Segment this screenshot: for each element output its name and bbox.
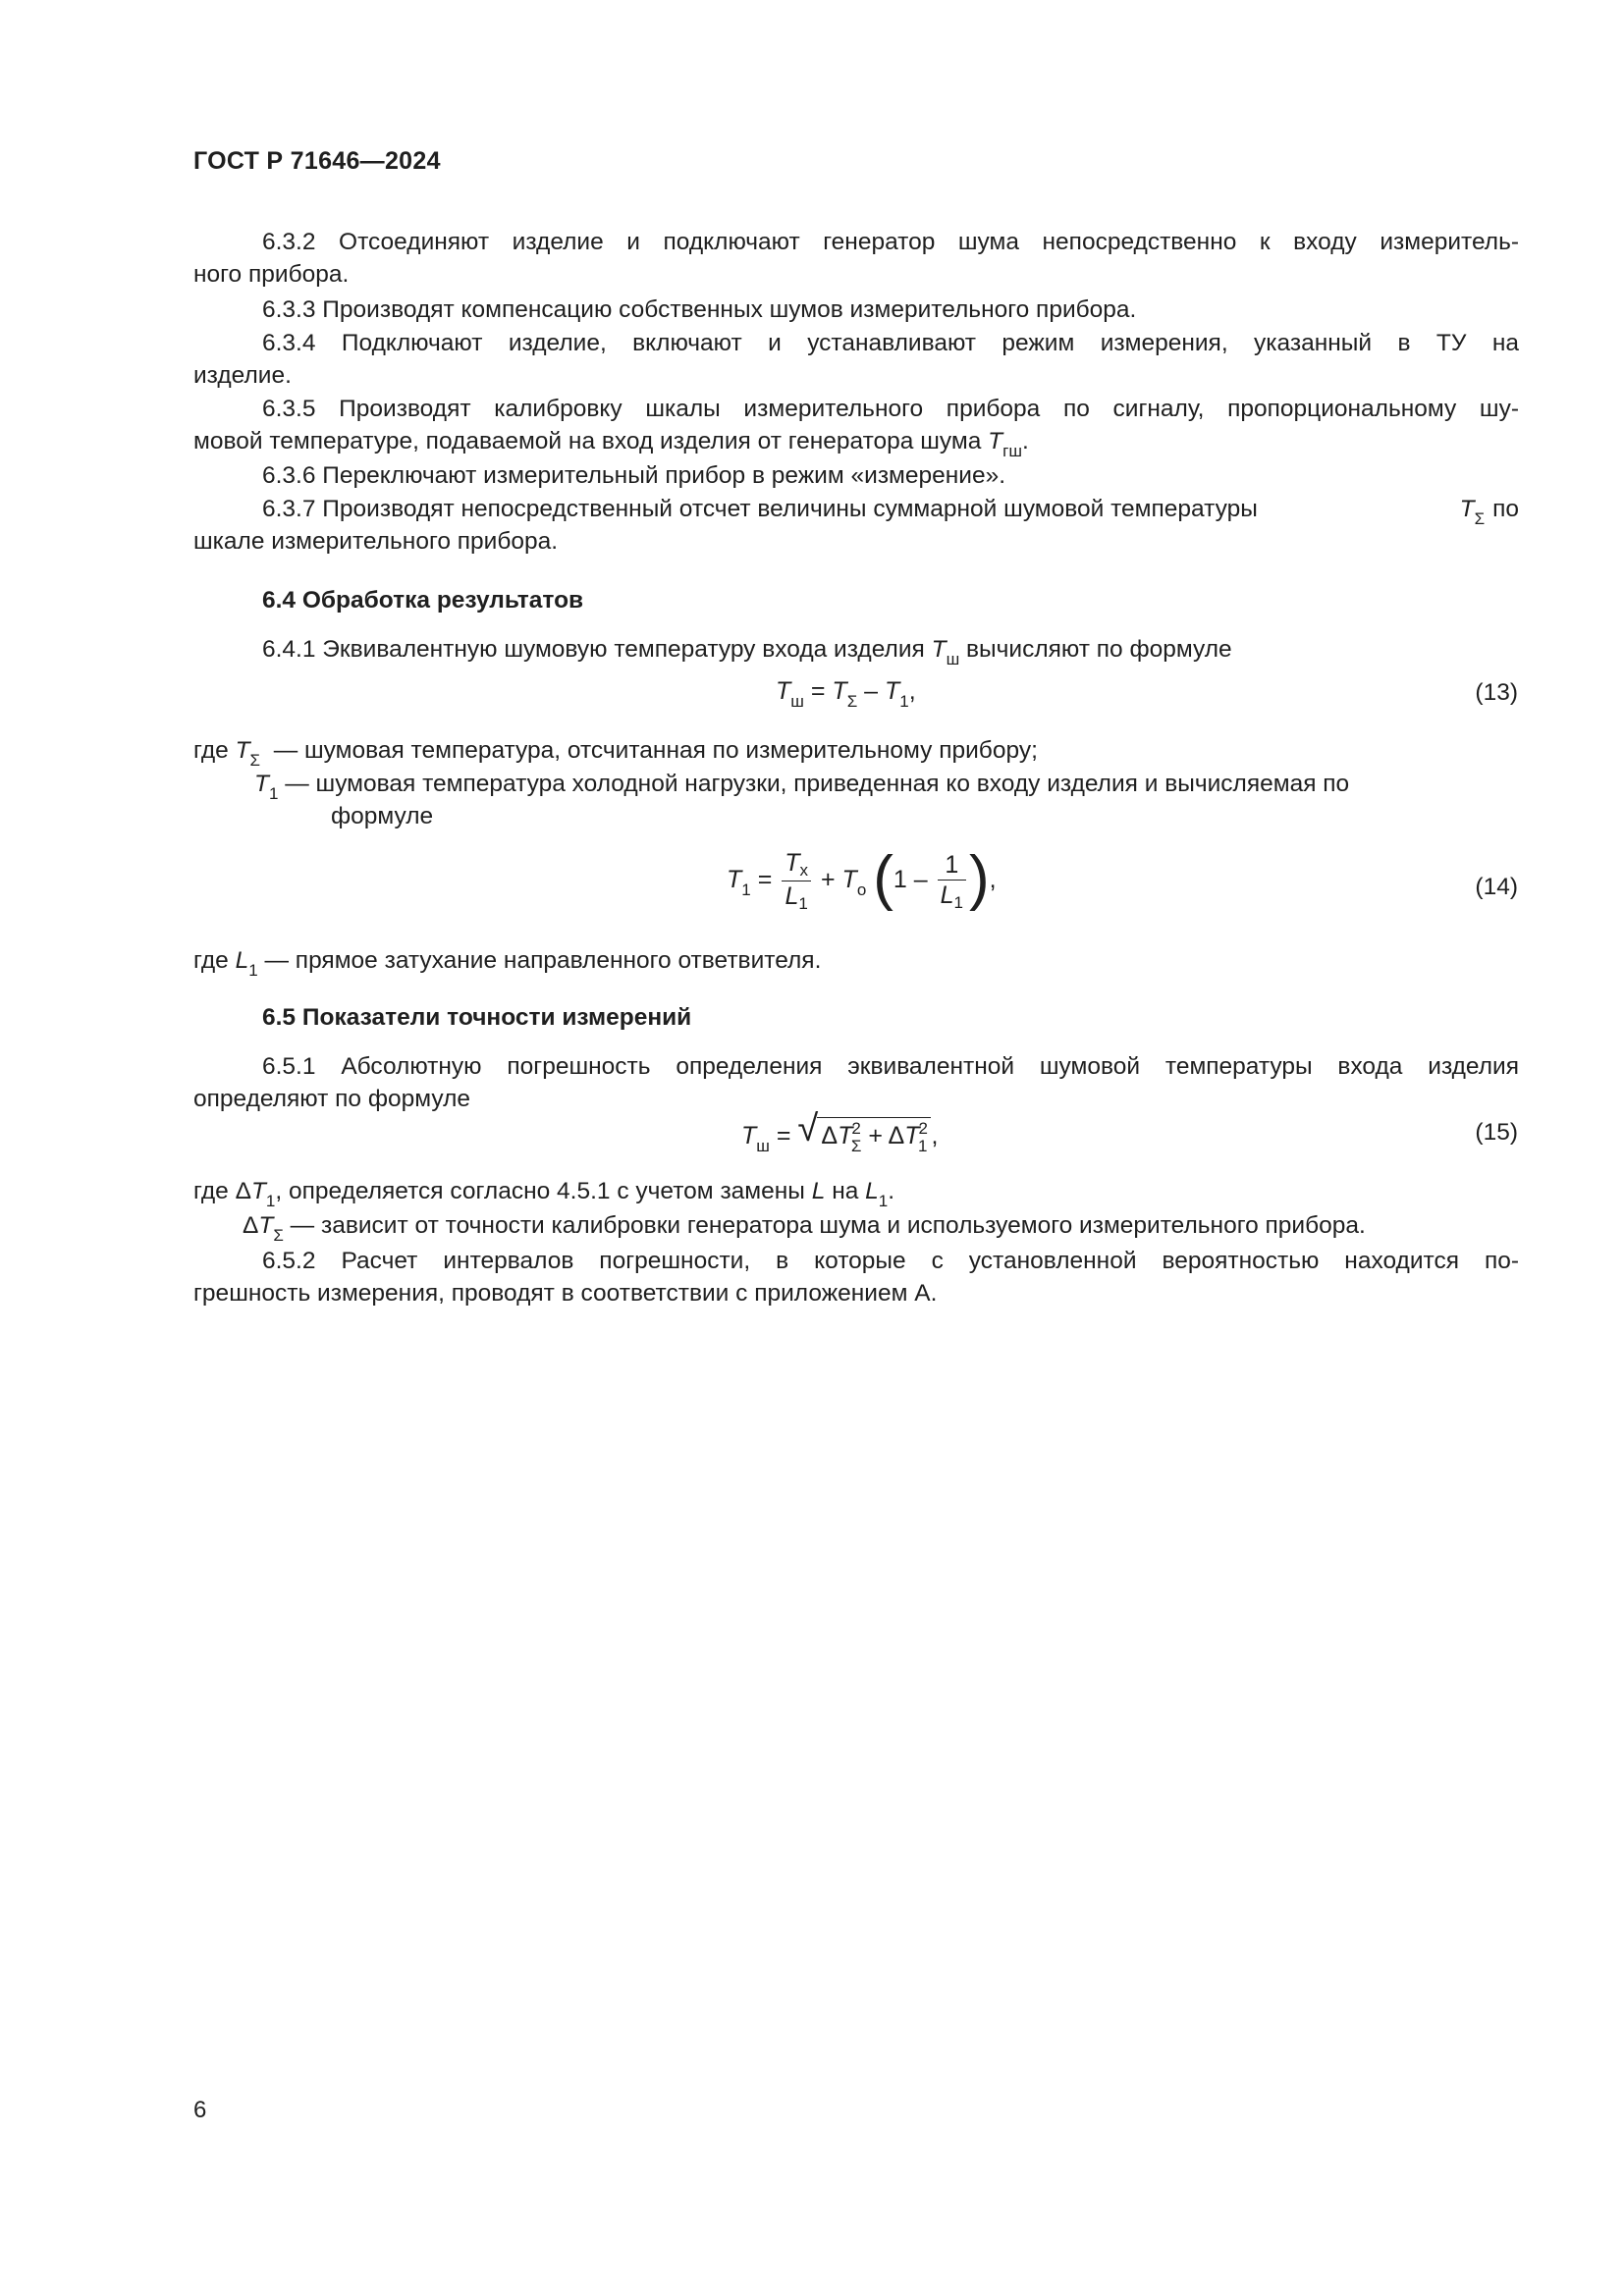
paragraph-6-5-1-line2: определяют по формуле bbox=[193, 1086, 471, 1112]
paragraph-6-5-2-line2: грешность измерения, проводят в соответствии с приложением А. bbox=[193, 1280, 938, 1307]
section-heading-6-4: 6.4 Обработка результатов bbox=[262, 587, 584, 614]
definition-t-sigma: где $T_\Sigma$ — шумовая температура, отсчитанная по измерительному прибору; bbox=[193, 737, 1038, 770]
document-header: ГОСТ Р 71646—2024 bbox=[193, 147, 441, 175]
paragraph-6-3-7-line2: шкале измерительного прибора. bbox=[193, 528, 559, 555]
paragraph-6-3-6: 6.3.6 Переключают измерительный прибор в режим «измерение». bbox=[262, 462, 1006, 489]
paragraph-6-3-3: 6.3.3 Производят компенсацию собственных шумов измерительного прибора. bbox=[262, 296, 1137, 323]
paragraph-6-4-1: 6.4.1 Эквивалентную шумовую температуру входа изделия $T_ш$ вычисляют по формуле bbox=[262, 636, 1232, 668]
section-heading-6-5: 6.5 Показатели точности измерений bbox=[262, 1004, 692, 1031]
equation-14: $T_1$ = $\frac{T_x}{L_1}$ + $T_о$ (1 – $\frac{1}{L_1}$ ), bbox=[727, 844, 997, 913]
right-paren: ) bbox=[968, 844, 990, 912]
paragraph-6-5-2-line1: 6.5.2 Расчет интервалов погрешности, в которые с установленной вероятностью находится по- bbox=[262, 1248, 1519, 1274]
definition-l1: где $L_1$ — прямое затухание направленного ответвителя. bbox=[193, 947, 822, 980]
left-paren: ( bbox=[873, 844, 893, 912]
equation-15: $T_ш$ = √ $\Delta T^2_\Sigma + \Delta T^2_1$ , bbox=[741, 1108, 939, 1155]
paragraph-6-3-7-line1: 6.3.7 Производят непосредственный отсчет величины суммарной шумовой температуры $T_\Sigma$ по bbox=[262, 496, 1519, 528]
definition-delta-t-sigma: $\Delta T_\Sigma$ — зависит от точности калибровки генератора шума и используемого измерительного прибора. bbox=[243, 1212, 1366, 1245]
equation-13-number: (13) bbox=[1475, 679, 1518, 706]
paragraph-6-3-2-line1: 6.3.2 Отсоединяют изделие и подключают генератор шума непосредственно к входу измеритель- bbox=[262, 229, 1519, 255]
paragraph-6-3-4-line1: 6.3.4 Подключают изделие, включают и устанавливают режим измерения, указанный в ТУ на bbox=[262, 330, 1519, 356]
square-root: √ $\Delta T^2_\Sigma + \Delta T^2_1$ bbox=[797, 1117, 931, 1150]
definition-delta-t1: где $\Delta T_1$, определяется согласно 4.5.1 с учетом замены L на $L_1$. bbox=[193, 1178, 895, 1210]
fraction-tx-over-l1: $\frac{T_x}{L_1}$ bbox=[782, 848, 811, 914]
paragraph-6-3-4-line2: изделие. bbox=[193, 362, 292, 389]
equation-14-number: (14) bbox=[1475, 874, 1518, 900]
page-number: 6 bbox=[193, 2097, 207, 2123]
paragraph-6-5-1-line1: 6.5.1 Абсолютную погрешность определения эквивалентной шумовой температуры входа изделия bbox=[262, 1053, 1519, 1080]
paragraph-6-3-5-line2: мовой температуре, подаваемой на вход изделия от генератора шума $T_{гш}$. bbox=[193, 428, 1029, 460]
equation-15-number: (15) bbox=[1475, 1119, 1518, 1146]
paragraph-6-3-2-line2: ного прибора. bbox=[193, 261, 350, 288]
equation-13: $T_ш = T_\Sigma - T_1$, bbox=[776, 677, 916, 711]
definition-t1-line1: $T_1$ — шумовая температура холодной нагрузки, приведенная ко входу изделия и вычисляемая по bbox=[254, 771, 1350, 803]
definition-t1-line2: формуле bbox=[331, 803, 434, 829]
paragraph-6-3-5-line1: 6.3.5 Производят калибровку шкалы измерительного прибора по сигналу, пропорциональному шу- bbox=[262, 396, 1519, 422]
fraction-1-over-l1: $\frac{1}{L_1}$ bbox=[938, 850, 966, 913]
